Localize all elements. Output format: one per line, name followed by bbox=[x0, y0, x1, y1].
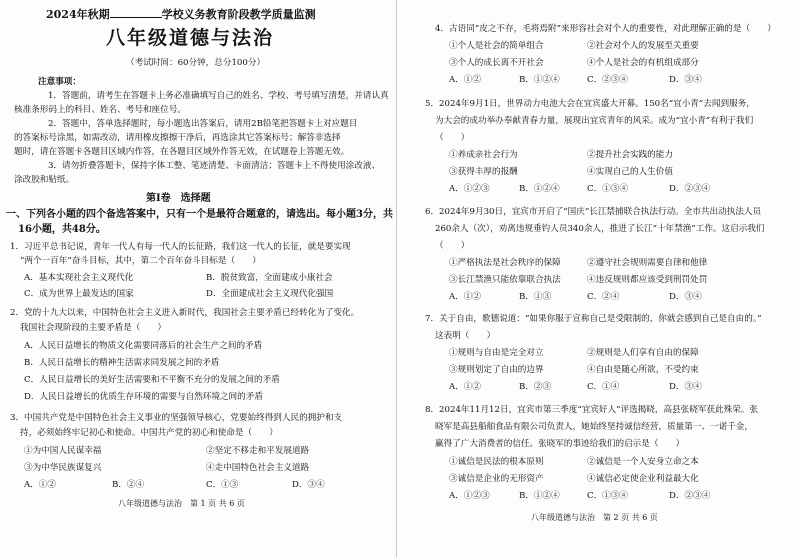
q6-statement-1: ①严格执法是社会秩序的保障 bbox=[449, 258, 561, 268]
page-footer: 八年级道德与法治 第 2 页 共 6 页 bbox=[531, 513, 658, 522]
q5-option-b: B．①②④ bbox=[519, 184, 560, 194]
q2-option-d: D．人民日益增长的优质生存环境的需要与自然环境之间的矛盾 bbox=[24, 392, 263, 402]
question-1-stem: “两个一百年”奋斗目标，其中，第二个百年奋斗目标是（ ） bbox=[20, 256, 261, 266]
page-right bbox=[397, 0, 794, 557]
q4-option-c: C．②③④ bbox=[587, 75, 628, 85]
notes-title: 注意事项： bbox=[38, 77, 81, 87]
q7-statement-1: ①规则与自由是完全对立 bbox=[449, 348, 544, 358]
q1-option-b: B．脱贫致富，全面建成小康社会 bbox=[206, 273, 333, 283]
q3-statement-2: ②坚定不移走和平发展道路 bbox=[206, 446, 310, 456]
q7-option-a: A．①② bbox=[449, 382, 481, 392]
q2-option-a: A．人民日益增长的物质文化需要同落后的社会生产之间的矛盾 bbox=[24, 341, 263, 351]
q6-option-c: C．②④ bbox=[587, 292, 620, 302]
question-6-stem: （ ） bbox=[435, 241, 470, 251]
question-4-stem: 4．古语同“皮之不存，毛将焉附”来形容社会对个人的重要性，对此理解正确的是（ ） bbox=[435, 24, 776, 34]
q5-option-a: A．①②③ bbox=[449, 184, 490, 194]
q4-statement-2: ②社会对个人的发展至关重要 bbox=[587, 41, 699, 51]
question-8-stem: 晓军是高县船舶食品有限公司负责人，她始终坚持诚信经营，质量第一、一诺千金， bbox=[435, 422, 753, 432]
question-5-stem: 为大会的成功举办奉献青春力量，展现出宜宾青年的风采。成为“宜小青”有利于我们 bbox=[435, 116, 754, 126]
exam-subtitle: （考试时间：60分钟，总分100分） bbox=[126, 58, 266, 68]
q3-option-b: B．②④ bbox=[112, 480, 145, 490]
q6-option-b: B．①③ bbox=[519, 292, 552, 302]
note-line: 3．请勿折叠答题卡，保持字体工整、笔迹清楚、卡面清洁；答题卡上不得使用涂改液、 bbox=[48, 161, 381, 171]
question-6-stem: 260余人（次），劝离违规垂钓人员340余人，推进了长江“十年禁渔”工作。这启示我们 bbox=[435, 224, 765, 234]
school-blank bbox=[110, 8, 162, 18]
header-suffix: 学校义务教育阶段教学质量监测 bbox=[161, 8, 316, 21]
question-3-stem: 3．中国共产党是中国特色社会主义事业的坚强领导核心，党要始终得到人民的拥护和支 bbox=[10, 413, 343, 423]
q2-option-b: B．人民日益增长的精神生活需求同发展之间的矛盾 bbox=[24, 358, 220, 368]
q6-statement-4: ④违反规则都应该受到刑罚处罚 bbox=[587, 275, 708, 285]
q3-option-a: A．①② bbox=[24, 480, 56, 490]
q6-statement-2: ②遵守社会规则需要自律和他律 bbox=[587, 258, 708, 268]
q1-option-a: A．基本实现社会主义现代化 bbox=[24, 273, 134, 283]
question-5-stem: 5．2024年9月1日，世界动力电池大会在宜宾盛大开幕。150名“宜小青”去闻到服务， bbox=[425, 99, 755, 109]
question-6-stem: 6．2024年9月30日，宜宾市开启了“国庆”长江禁捕联合执法行动。全市共出动执法人员 bbox=[425, 207, 762, 217]
header-prefix: 2024年秋期 bbox=[46, 8, 110, 21]
q6-option-a: A．①② bbox=[449, 292, 481, 302]
page-title: 八年级道德与法治 bbox=[106, 27, 275, 49]
q5-statement-4: ④实现自己的人生价值 bbox=[587, 167, 673, 177]
q3-option-c: C．①③ bbox=[206, 480, 239, 490]
q4-statement-3: ③个人的成长离不开社会 bbox=[449, 58, 544, 68]
q7-option-d: D．③④ bbox=[669, 382, 702, 392]
q6-option-d: D．③④ bbox=[669, 292, 702, 302]
question-1-stem: 1．习近平总书记说，青年一代人有每一代人的长征路，我们这一代人的长征，就是要实现 bbox=[10, 242, 351, 252]
q3-statement-3: ③为中华民族谋复兴 bbox=[24, 463, 102, 473]
q5-option-d: D．②③④ bbox=[669, 184, 711, 194]
question-8-stem: 8．2024年11月12日，宜宾市第三季度“宜宾好人”评选揭晓，高县张晓军获此殊荣。张 bbox=[425, 405, 758, 415]
q7-statement-3: ③规则划定了自由的边界 bbox=[449, 365, 544, 375]
question-2-stem: 我国社会现阶段的主要矛盾是（ ） bbox=[20, 323, 167, 333]
section-intro: 一、下列各小题的四个备选答案中，只有一个是最符合题意的，请选出。每小题3分，共 bbox=[6, 209, 393, 220]
q3-statement-4: ④走中国特色社会主义道路 bbox=[206, 463, 310, 473]
question-3-stem: 持，必须始终牢记初心和使命。中国共产党的初心和使命是（ ） bbox=[20, 428, 278, 438]
q5-statement-1: ①养成亲社会行为 bbox=[449, 150, 518, 160]
section-title: 第Ⅰ卷 选择题 bbox=[146, 193, 211, 204]
q6-statement-3: ③长江禁渔只能依靠联合执法 bbox=[449, 275, 561, 285]
q4-option-d: D．③④ bbox=[669, 75, 702, 85]
note-line: 2．答题中，答单选择题时，每小题选出答案后，请用2B铅笔把答题卡上对应题目 bbox=[48, 119, 358, 129]
question-7-stem: 这表明（ ） bbox=[435, 331, 496, 341]
question-8-stem: 赢得了广大消费者的信任。张晓军的事迹给我们的启示是（ ） bbox=[435, 439, 685, 449]
page-footer: 八年级道德与法治 第 1 页 共 6 页 bbox=[118, 499, 245, 508]
note-line: 的答案标号涂黑，如需改动，请用橡皮擦擦干净后，再选涂其它答案标号；解答非选择 bbox=[14, 133, 341, 143]
q4-option-b: B．①②④ bbox=[519, 75, 560, 85]
q2-option-c: C．人民日益增长的美好生活需要和不平衡不充分的发展之间的矛盾 bbox=[24, 375, 280, 385]
question-2-stem: 2．党的十九大以来，中国特色社会主义进入新时代，我国社会主要矛盾已经转化为了变化。 bbox=[10, 308, 360, 318]
q4-statement-1: ①个人是社会的简单组合 bbox=[449, 41, 544, 51]
q5-statement-2: ②提升社会实践的能力 bbox=[587, 150, 673, 160]
note-line: 涂改胶和贴纸。 bbox=[14, 175, 75, 185]
q1-option-d: D．全面建成社会主义现代化强国 bbox=[206, 289, 334, 299]
q7-statement-2: ②规则是人们享有自由的保障 bbox=[587, 348, 699, 358]
q7-option-c: C．①④ bbox=[587, 382, 620, 392]
q8-option-a: A．①②③ bbox=[449, 491, 490, 501]
question-7-stem: 7．关于自由，歌德说道：“如果你服于宣称自己是受限制的，你就会感到自己是自由的。” bbox=[425, 314, 762, 324]
q3-option-d: D．③④ bbox=[292, 480, 325, 490]
question-5-stem: （ ） bbox=[435, 133, 470, 143]
exam-header bbox=[46, 8, 316, 21]
q8-option-b: B．①②④ bbox=[519, 491, 560, 501]
q8-statement-2: ②诚信是一个人安身立命之本 bbox=[587, 457, 699, 467]
q8-statement-1: ①诚信是民法的根本原则 bbox=[449, 457, 544, 467]
q8-option-c: C．①③④ bbox=[587, 491, 628, 501]
section-intro: 16小题，共48分。 bbox=[18, 224, 106, 235]
q8-statement-4: ④诚信必定使企业利益最大化 bbox=[587, 474, 699, 484]
q4-option-a: A．①② bbox=[449, 75, 481, 85]
q7-option-b: B．②③ bbox=[519, 382, 552, 392]
q8-option-d: D．②③④ bbox=[669, 491, 711, 501]
q5-statement-3: ③获得丰厚的报酬 bbox=[449, 167, 518, 177]
q7-statement-4: ④自由是随心所欲，不受约束 bbox=[587, 365, 699, 375]
q8-statement-3: ③诚信是企业的无形资产 bbox=[449, 474, 544, 484]
q4-statement-4: ④个人是社会的有机组成部分 bbox=[587, 58, 699, 68]
q3-statement-1: ①为中国人民谋幸福 bbox=[24, 446, 102, 456]
q5-option-c: C．①③④ bbox=[587, 184, 628, 194]
note-line: 1．答题前，请考生在答题卡上务必准确填写自己的姓名、学校、考号填写清楚，并请认真 bbox=[48, 91, 389, 101]
q1-option-c: C．成为世界上最发达的国家 bbox=[24, 289, 134, 299]
note-line: 核准条形码上的科目、姓名、考号和座位号。 bbox=[14, 105, 186, 115]
note-line: 题时，请在答题卡各题目区域内作答，在各题目区域外作答无效，在试题卷上答题无效。 bbox=[14, 147, 350, 157]
